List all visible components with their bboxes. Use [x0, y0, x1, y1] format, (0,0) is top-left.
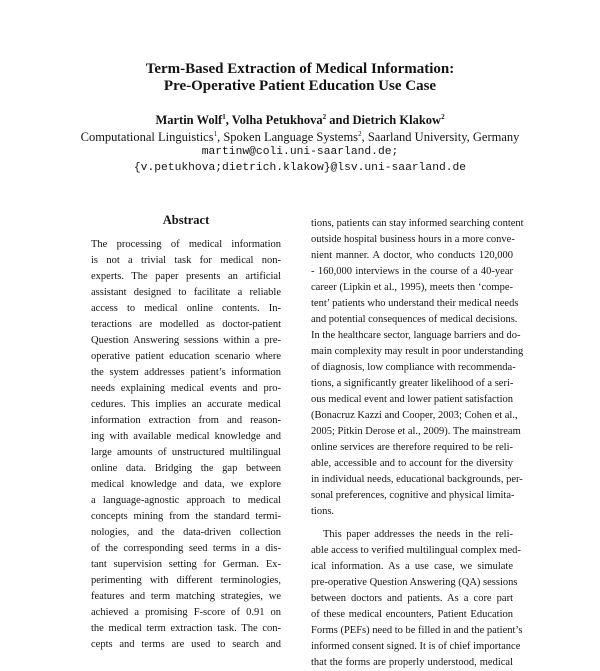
- text-line: nient manner. A doctor, who conducts 120,000: [311, 250, 513, 261]
- text-line: 2005; Pitkin Derose et al., 2009). The mainstream: [311, 426, 521, 437]
- paper-title-line-2: Pre-Operative Patient Education Use Case: [163, 78, 437, 94]
- text-line: able access to verified multilingual complex med-: [311, 545, 521, 556]
- text-line: between doctors and patients. As a core part: [311, 593, 513, 604]
- author-name: , Volha Petukhova: [225, 113, 323, 127]
- text-line: The processing of medical information: [91, 239, 281, 250]
- affiliation-marker: 1: [213, 129, 218, 138]
- text-line: nologies, and the data-driven collection: [91, 527, 281, 538]
- text-line: cepts and terms are used to search and: [91, 639, 281, 650]
- text-line: concepts mining from the standard termi-: [91, 511, 281, 522]
- text-line: tions.: [311, 506, 335, 517]
- text-line: operative patient education scenario where: [91, 351, 281, 362]
- text-line: sonal preferences, cognitive and physical limita-: [311, 490, 515, 501]
- author-list: [0, 113, 600, 127]
- text-line: the medical term extraction task. The con-: [91, 623, 281, 634]
- text-line: the system addresses patient’s information: [91, 367, 281, 378]
- text-line: teractions are modelled as doctor-patient: [91, 319, 281, 330]
- paragraph-intro-continued: [311, 216, 524, 520]
- text-line: main complexity may result in poor understanding: [311, 346, 524, 357]
- text-line: In the healthcare sector, language barriers and do-: [311, 330, 521, 341]
- text-line: ing with available medical knowledge and: [91, 431, 281, 442]
- text-line: tant supervision setting for German. Ex-: [91, 559, 281, 570]
- text-line: achieved a promising F-score of 0.91 on: [91, 607, 281, 618]
- right-column-body: [311, 216, 524, 671]
- text-line: - 160,000 interviews in the course of a 40-year: [311, 266, 513, 277]
- abstract-heading: Abstract: [162, 213, 210, 227]
- paper-title-line-1: Term-Based Extraction of Medical Information:: [145, 61, 455, 77]
- text-line: informed consent signed. It is of chief importance: [311, 641, 521, 652]
- author-affiliation-marker: 2: [322, 112, 327, 121]
- text-line: able, accessible and to account for the diversity: [311, 458, 513, 469]
- affiliation-line: [0, 130, 600, 144]
- text-line: medical knowledge and data, we explore: [91, 479, 281, 490]
- text-line: access to medical online contents. In-: [91, 303, 281, 314]
- text-line: tions, patients can stay informed searching content: [311, 218, 524, 229]
- text-line: This paper addresses the needs in the reli-: [323, 529, 513, 540]
- text-line: is not a trivial task for medical non-: [91, 255, 281, 266]
- text-line: outside hospital business hours in a more conve-: [311, 234, 515, 245]
- author-name: Martin Wolf: [155, 113, 223, 127]
- affiliation-part: , Saarland University, Germany: [361, 130, 520, 144]
- text-line: features and term matching strategies, we: [91, 591, 281, 602]
- text-line: of the corresponding seed terms in a dis-: [91, 543, 281, 554]
- text-line: cedures. This implies an accurate medical: [91, 399, 281, 410]
- author-affiliation-marker: 2: [441, 112, 445, 121]
- author-name: and Dietrich Klakow: [326, 113, 442, 127]
- text-line: tent’ patients who understand their medical needs: [311, 298, 519, 309]
- affiliation-part: , Spoken Language Systems: [217, 130, 359, 144]
- text-line: Question Answering sessions within a pre-: [91, 335, 281, 346]
- text-line: online services are therefore required to be reli-: [311, 442, 513, 453]
- author-affiliation-marker: 1: [222, 112, 226, 121]
- text-line: large amounts of unstructured multilingual: [91, 447, 281, 458]
- email-line-1: martinw@coli.uni-saarland.de;: [201, 146, 399, 158]
- text-line: of diagnosis, low compliance with recommenda-: [311, 362, 516, 373]
- paragraph-use-case: [311, 527, 523, 671]
- text-line: (Bonacruz Kazzi and Cooper, 2003; Cohen et al.,: [311, 410, 518, 421]
- affiliation-part: Computational Linguistics: [80, 130, 214, 144]
- text-line: online data. Bridging the gap between: [91, 463, 281, 474]
- text-line: assistant designed to facilitate a reliable: [91, 287, 281, 298]
- abstract-body: [91, 237, 281, 653]
- text-line: perimenting with different terminologies,: [91, 575, 281, 586]
- email-line-2: {v.petukhova;dietrich.klakow}@lsv.uni-saarland.de: [133, 162, 467, 174]
- text-line: experts. The paper presents an artificial: [91, 271, 281, 282]
- text-line: pre-operative Question Answering (QA) sessions: [311, 577, 518, 588]
- text-line: information extraction from and reason-: [91, 415, 281, 426]
- text-line: in individual needs, educational backgrounds, per-: [311, 474, 523, 485]
- text-line: a language-agnostic approach to medical: [91, 495, 281, 506]
- text-line: of these medical encounters, Patient Education: [311, 609, 513, 620]
- text-line: tions, a significantly greater likelihood of a seri-: [311, 378, 514, 389]
- text-line: ous medical event and lower patient satisfaction: [311, 394, 513, 405]
- text-line: ical information. As a use case, we simulate: [311, 561, 513, 572]
- text-line: career (Lipkin et al., 1995), meets then ‘compe-: [311, 282, 513, 293]
- text-line: needs explaining medical events and pro-: [91, 383, 281, 394]
- text-line: that the forms are properly understood, medical: [311, 657, 513, 668]
- affiliation-marker: 2: [358, 129, 362, 138]
- text-line: and potential consequences of medical decisions.: [311, 314, 518, 325]
- text-line: Forms (PEFs) need to be filled in and the patient’s: [311, 625, 523, 636]
